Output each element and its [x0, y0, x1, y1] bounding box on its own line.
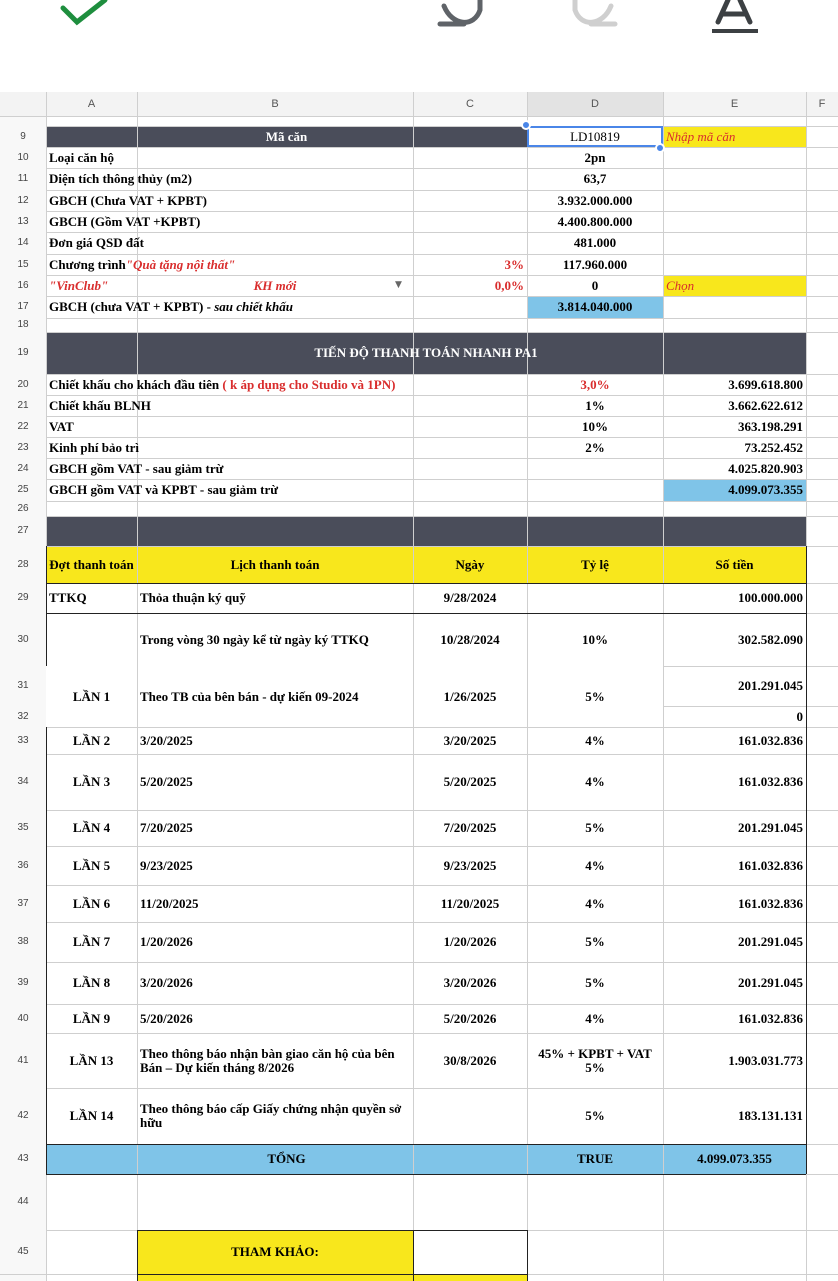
row-number[interactable]: 24	[0, 458, 46, 479]
cell-a20[interactable]	[46, 374, 527, 395]
cell-c33[interactable]: 3/20/2025	[443, 732, 497, 748]
cell-a23[interactable]: Kinh phí bảo trì	[49, 439, 139, 455]
gridline-v	[527, 666, 528, 727]
cell-e38[interactable]: 201.291.045	[738, 934, 803, 949]
gridline-h	[0, 501, 838, 502]
row-number[interactable]: 13	[0, 211, 46, 232]
cell-c39[interactable]: 3/20/2026	[443, 975, 497, 990]
row-number[interactable]: 15	[0, 254, 46, 275]
undo-icon[interactable]	[430, 0, 490, 40]
cell-a21[interactable]: Chiết khấu BLNH	[49, 397, 151, 413]
cell-c15[interactable]: 3%	[504, 256, 524, 272]
cell-b36[interactable]: 9/23/2025	[140, 857, 193, 873]
cell-a20-note: ( k áp dụng cho Studio và 1PN)	[222, 376, 396, 392]
cell-e41[interactable]: 1.903.031.773	[728, 1052, 803, 1068]
row-number[interactable]: 38	[0, 922, 46, 962]
reference-yellow-next	[137, 1274, 527, 1281]
column-header-e[interactable]: E	[663, 92, 806, 116]
cell-b33[interactable]: 3/20/2025	[140, 732, 193, 748]
cell-a17-label: GBCH (chưa VAT + KPBT) -	[49, 299, 215, 314]
cell-c40[interactable]: 5/20/2026	[443, 1010, 497, 1026]
cell-b31[interactable]: Theo TB của bên bán - dự kiến 09-2024	[137, 666, 413, 727]
cell-a36[interactable]: LẦN 5	[72, 857, 111, 873]
row-number[interactable]: 28	[0, 546, 46, 583]
row-number[interactable]: 12	[0, 190, 46, 211]
cell-e30[interactable]: 302.582.090	[738, 631, 803, 647]
cell-a14[interactable]: Đơn giá QSD đất	[49, 235, 144, 250]
cell-a11[interactable]: Diện tích thông thủy (m2)	[49, 171, 193, 186]
cell-b34[interactable]: 5/20/2025	[140, 774, 193, 789]
row-number[interactable]: 35	[0, 810, 46, 846]
row-number[interactable]: 25	[0, 479, 46, 501]
cell-a24[interactable]: GBCH gồm VAT - sau giảm trừ	[49, 460, 224, 476]
cell-a15[interactable]	[46, 254, 413, 275]
cell-e34[interactable]: 161.032.836	[738, 774, 803, 789]
section-title[interactable]: TIẾN ĐỘ THANH TOÁN NHANH PA1	[314, 345, 538, 360]
column-header-a[interactable]: A	[46, 92, 137, 116]
row-number[interactable]: 22	[0, 416, 46, 437]
row-number[interactable]: 30	[0, 613, 46, 666]
cell-a15-label: Chương trình	[49, 256, 126, 272]
row-number[interactable]: 26	[0, 501, 46, 516]
cell-c16[interactable]: 0,0%	[494, 277, 524, 293]
cell-c34[interactable]: 5/20/2025	[443, 774, 497, 789]
row-number[interactable]: 31	[0, 666, 46, 706]
cell-e24[interactable]: 4.025.820.903	[728, 460, 803, 476]
cell-c30[interactable]: 10/28/2024	[440, 631, 500, 647]
row-number[interactable]: 11	[0, 168, 46, 190]
cell-d17[interactable]: 3.814.040.000	[557, 299, 633, 314]
cell-d10[interactable]: 2pn	[584, 149, 606, 165]
cell-e21[interactable]: 3.662.622.612	[728, 397, 803, 413]
cell-c38[interactable]: 1/20/2026	[443, 934, 497, 949]
cell-a34[interactable]: LẦN 3	[72, 774, 111, 789]
cell-b9[interactable]: Mã căn	[265, 128, 308, 144]
cell-b16-dropdown[interactable]: KH mới	[253, 277, 297, 293]
cell-d38[interactable]: 5%	[585, 934, 605, 949]
cell-d12[interactable]: 3.932.000.000	[557, 192, 633, 208]
cell-a29[interactable]: TTKQ	[49, 590, 87, 605]
column-header-b[interactable]: B	[137, 92, 413, 116]
cell-d39[interactable]: 5%	[585, 975, 605, 990]
cell-a42[interactable]: LẦN 14	[69, 1108, 114, 1123]
cell-e9[interactable]: Nhập mã căn	[666, 128, 736, 144]
cell-c31[interactable]: 1/26/2025	[413, 666, 527, 727]
row-number[interactable]: 45	[0, 1230, 46, 1274]
border	[46, 1174, 806, 1175]
cell-c35[interactable]: 7/20/2025	[443, 820, 497, 835]
cell-e37[interactable]: 161.032.836	[738, 895, 803, 911]
dropdown-arrow-icon[interactable]: ▼	[395, 280, 402, 290]
row-number[interactable]: 39	[0, 962, 46, 1004]
row-number[interactable]: 27	[0, 516, 46, 546]
total-label[interactable]: TỔNG	[267, 1151, 306, 1166]
cell-d9-selected[interactable]: LD10819	[527, 126, 663, 147]
cell-a39[interactable]: LẦN 8	[72, 975, 111, 990]
border	[137, 1274, 527, 1275]
col-header-dot-thanh-toan[interactable]: Đợt thanh toán	[49, 556, 134, 572]
row-number[interactable]: 32	[0, 706, 46, 727]
cell-a20-label: Chiết khấu cho khách đầu tiên	[49, 376, 223, 392]
cell-a41[interactable]: LẦN 13	[69, 1052, 114, 1068]
cell-e23[interactable]: 73.252.452	[744, 439, 803, 455]
cell-b30[interactable]: Trong vòng 30 ngày kể từ ngày ký TTKQ	[140, 631, 369, 647]
selection-handle-top[interactable]	[521, 120, 531, 130]
cell-a35[interactable]: LẦN 4	[72, 820, 111, 835]
cell-c41[interactable]: 30/8/2026	[443, 1052, 497, 1068]
cell-a37[interactable]: LẦN 6	[72, 895, 111, 911]
border	[137, 1230, 527, 1231]
row-number[interactable]: 29	[0, 583, 46, 613]
cell-e36[interactable]: 161.032.836	[738, 857, 803, 873]
cell-e20[interactable]: 3.699.618.800	[728, 376, 803, 392]
row-number[interactable]: 34	[0, 754, 46, 810]
column-header-c[interactable]: C	[413, 92, 527, 116]
cell-a13[interactable]: GBCH (Gồm VAT +KPBT)	[49, 213, 201, 229]
row-number[interactable]: 14	[0, 232, 46, 254]
cell-e39[interactable]: 201.291.045	[738, 975, 803, 990]
row-number[interactable]: 19	[0, 332, 46, 374]
row-number[interactable]: 40	[0, 1004, 46, 1033]
row-number[interactable]: 10	[0, 147, 46, 168]
cell-a17-suffix: sau chiết khấu	[214, 299, 293, 314]
redo-icon[interactable]	[565, 0, 625, 40]
total-amount[interactable]: 4.099.073.355	[697, 1151, 772, 1166]
cell-e16[interactable]: Chọn	[666, 277, 695, 293]
cell-a12[interactable]: GBCH (Chưa VAT + KPBT)	[49, 192, 207, 208]
cell-a15-program: "Quà tặng nội thất"	[125, 256, 236, 272]
row-number[interactable]: 18	[0, 318, 46, 332]
col-header-lich-thanh-toan[interactable]: Lịch thanh toán	[230, 556, 320, 572]
header-band-r27	[46, 516, 806, 546]
cell-e25[interactable]: 4.099.073.355	[728, 482, 803, 497]
cell-a40[interactable]: LẦN 9	[72, 1010, 111, 1026]
cell-d42[interactable]: 5%	[585, 1108, 605, 1123]
cell-d35[interactable]: 5%	[585, 820, 605, 835]
col-header-ty-le[interactable]: Tỷ lệ	[581, 556, 609, 572]
gridline-v	[413, 666, 414, 727]
cell-b40[interactable]: 5/20/2026	[140, 1010, 193, 1026]
row-number[interactable]: 41	[0, 1033, 46, 1088]
total-check[interactable]: TRUE	[576, 1151, 614, 1166]
cell-d14[interactable]: 481.000	[573, 235, 617, 250]
cell-a17[interactable]	[46, 296, 527, 318]
border	[806, 546, 807, 1174]
gridline-h	[0, 116, 838, 117]
row-number[interactable]: 44	[0, 1174, 46, 1230]
cell-e40[interactable]: 161.032.836	[738, 1010, 803, 1026]
row-number[interactable]: 17	[0, 296, 46, 318]
spreadsheet-grid[interactable]	[0, 92, 838, 1281]
cell-b39[interactable]: 3/20/2026	[140, 975, 193, 990]
cell-e22[interactable]: 363.198.291	[738, 418, 803, 434]
cell-b37[interactable]: 11/20/2025	[140, 895, 199, 911]
cell-d40[interactable]: 4%	[585, 1010, 605, 1026]
cell-e29[interactable]: 100.000.000	[738, 590, 803, 605]
cell-d20[interactable]: 3,0%	[580, 376, 610, 392]
cell-d22[interactable]: 10%	[582, 418, 608, 434]
cell-d36[interactable]: 4%	[585, 857, 605, 873]
edit-toolbar	[0, 0, 838, 92]
cell-d13[interactable]: 4.400.800.000	[557, 213, 633, 229]
cell-a31[interactable]: LẦN 1	[46, 666, 137, 727]
col-header-ngay[interactable]: Ngày	[455, 556, 485, 572]
cell-a38[interactable]: LẦN 7	[72, 934, 111, 949]
cell-d33[interactable]: 4%	[585, 732, 605, 748]
cell-d21[interactable]: 1%	[585, 397, 605, 413]
row-number[interactable]: 33	[0, 727, 46, 754]
column-header-d[interactable]: D	[527, 92, 663, 116]
row-number[interactable]: 37	[0, 885, 46, 922]
cell-b29[interactable]: Thỏa thuận ký quỹ	[140, 590, 246, 605]
row-number[interactable]: 43	[0, 1144, 46, 1174]
row-number[interactable]: 42	[0, 1088, 46, 1144]
cell-d11[interactable]: 63,7	[583, 171, 607, 186]
gridline-h	[0, 516, 838, 517]
cell-d23[interactable]: 2%	[585, 439, 605, 455]
cell-b38[interactable]: 1/20/2026	[140, 934, 193, 949]
reference-label[interactable]: THAM KHẢO:	[231, 1244, 319, 1259]
row-number[interactable]: 21	[0, 395, 46, 416]
cell-d15[interactable]: 117.960.000	[562, 256, 628, 272]
cell-d30[interactable]: 10%	[582, 631, 608, 647]
cell-b42[interactable]: Theo thông báo cấp Giấy chứng nhận quyền sở hữu	[140, 1101, 402, 1130]
gridline-v	[137, 666, 138, 727]
text-format-icon[interactable]	[706, 0, 762, 40]
cell-d37[interactable]: 4%	[585, 895, 605, 911]
cell-a33[interactable]: LẦN 2	[72, 732, 111, 748]
cell-c36[interactable]: 9/23/2025	[443, 857, 497, 873]
cell-d34[interactable]: 4%	[585, 774, 605, 789]
column-header-f[interactable]: F	[806, 92, 838, 116]
cell-d16[interactable]: 0	[591, 277, 599, 293]
border	[527, 1230, 528, 1281]
cell-e42[interactable]: 183.131.131	[738, 1108, 803, 1123]
cell-a22[interactable]: VAT	[49, 418, 74, 434]
cell-b41[interactable]: Theo thông báo nhận bàn giao căn hộ của bên Bán – Dự kiến tháng 8/2026	[140, 1045, 395, 1075]
cell-a16[interactable]: "VinClub"	[49, 277, 109, 293]
row-number[interactable]: 20	[0, 374, 46, 395]
row-number[interactable]: 9	[0, 126, 46, 147]
cell-e31[interactable]: 201.291.045	[738, 678, 803, 693]
cell-a10[interactable]: Loại căn hộ	[49, 149, 115, 165]
cell-e32[interactable]: 0	[796, 708, 803, 724]
cell-a25[interactable]: GBCH gồm VAT và KPBT - sau giảm trừ	[49, 482, 279, 497]
check-icon[interactable]	[56, 0, 112, 40]
cell-d31[interactable]: 5%	[527, 666, 663, 727]
row-number[interactable]: 16	[0, 275, 46, 296]
cell-b35[interactable]: 7/20/2025	[140, 820, 193, 835]
cell-d41[interactable]: 45% + KPBT + VAT 5%	[538, 1045, 652, 1075]
col-header-so-tien[interactable]: Số tiền	[715, 556, 754, 572]
cell-c37[interactable]: 11/20/2025	[440, 895, 500, 911]
cell-e35[interactable]: 201.291.045	[738, 820, 803, 835]
gridline-h	[0, 318, 838, 319]
cell-e33[interactable]: 161.032.836	[738, 732, 803, 748]
row-number[interactable]: 23	[0, 437, 46, 458]
row-number[interactable]: 36	[0, 846, 46, 885]
cell-c29[interactable]: 9/28/2024	[443, 590, 497, 605]
